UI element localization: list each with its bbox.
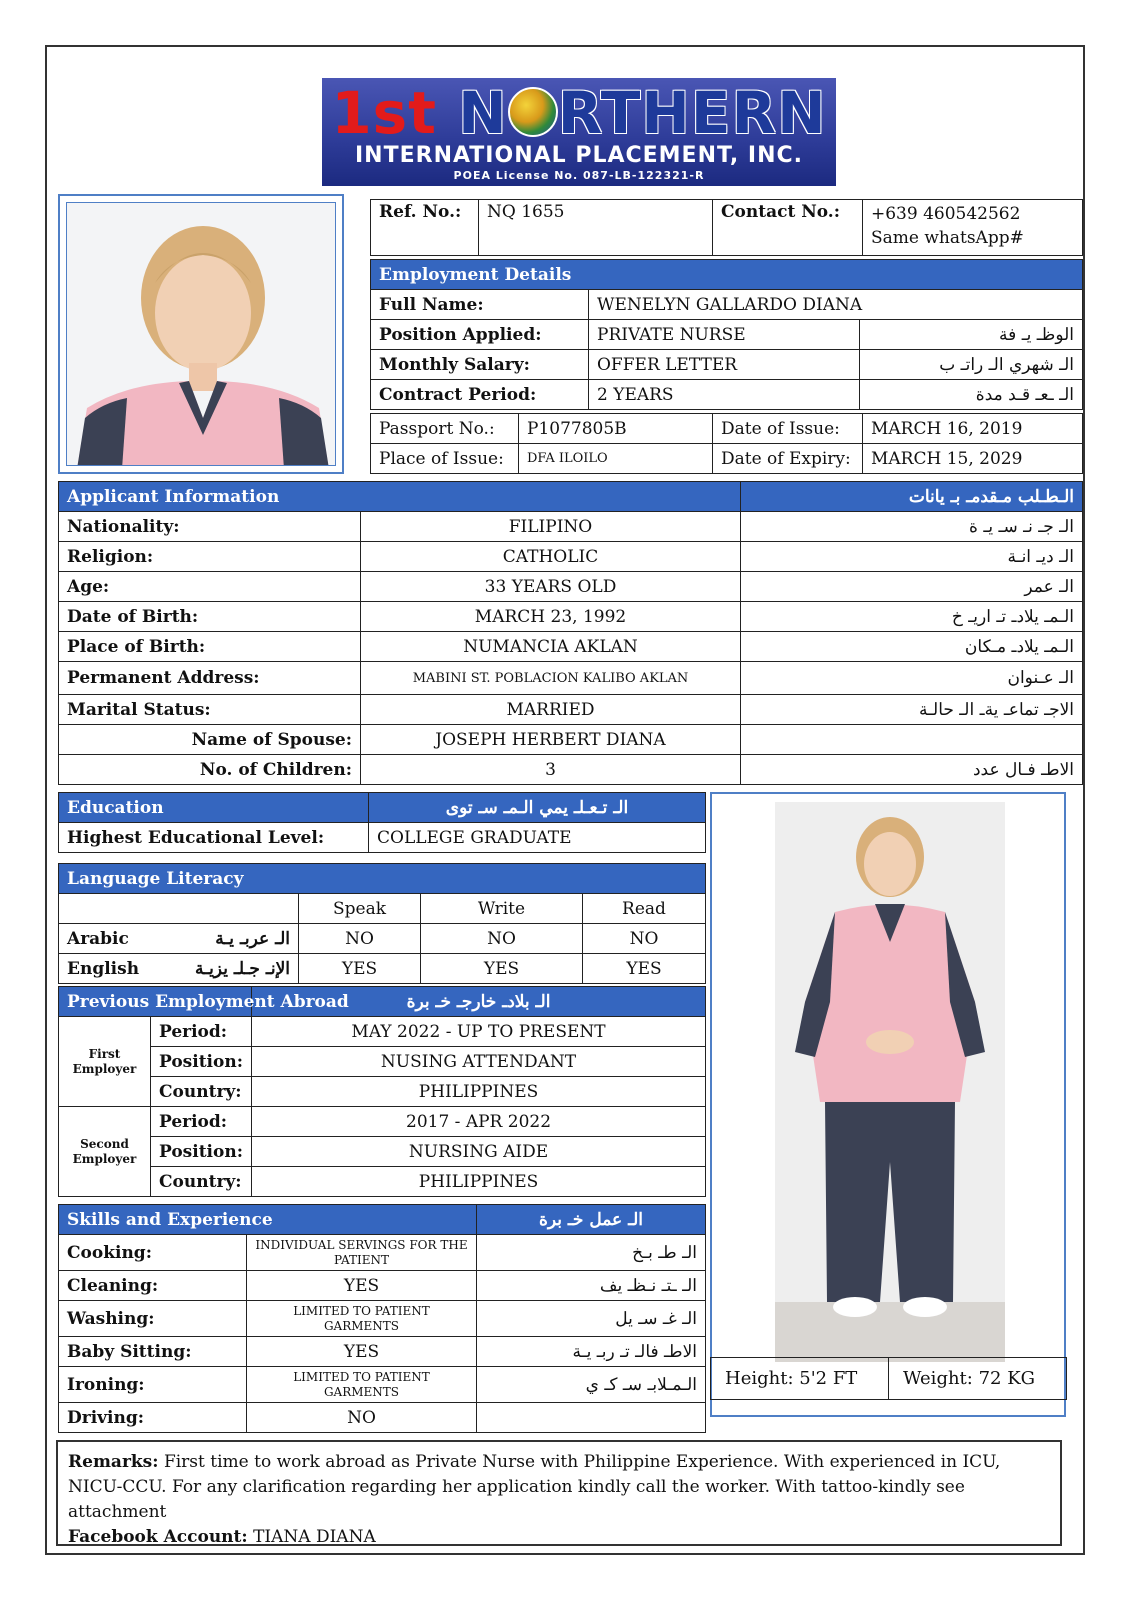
marital-arabic: الاجـ تماعـ يةـ الـ حالـة [741, 695, 1083, 725]
salary-label: Monthly Salary: [371, 350, 589, 380]
contact-label: Contact No.: [713, 200, 863, 256]
arabic-write: NO [421, 924, 583, 954]
pob-label: Place of Birth: [59, 632, 361, 662]
col-write: Write [421, 894, 583, 924]
company-logo [322, 78, 836, 186]
emp1-position: NUSING ATTENDANT [252, 1047, 706, 1077]
emp1-position-label: Position: [151, 1047, 252, 1077]
english-write: YES [421, 954, 583, 984]
babysitting-label: Baby Sitting: [59, 1337, 247, 1367]
cooking-arabic: الـ طـ بـخ [477, 1235, 706, 1271]
cooking-value: INDIVIDUAL SERVINGS FOR THE PATIENT [247, 1235, 477, 1271]
emp1-period: MAY 2022 - UP TO PRESENT [252, 1017, 706, 1047]
ref-label: Ref. No.: [371, 200, 479, 256]
pob-value: NUMANCIA AKLAN [361, 632, 741, 662]
arabic-read: NO [583, 924, 706, 954]
full-name-label: Full Name: [371, 290, 589, 320]
marital-label: Marital Status: [59, 695, 361, 725]
washing-label: Washing: [59, 1301, 247, 1337]
contract-label: Contract Period: [371, 380, 589, 410]
cleaning-label: Cleaning: [59, 1271, 247, 1301]
logo-rthern: RTHERN [557, 79, 827, 147]
logo-license: POEA License No. 087-LB-122321-R [453, 169, 705, 182]
emp2-position-label: Position: [151, 1137, 252, 1167]
expiry-value: MARCH 15, 2029 [863, 444, 1083, 474]
dob-arabic: الـمـ يلادـ تـ اريـ خ [741, 602, 1083, 632]
marital-value: MARRIED [361, 695, 741, 725]
remarks-box [56, 1440, 1062, 1546]
facebook-value: TIANA DIANA [253, 1527, 376, 1547]
children-arabic: الاطـ فـال عدد [741, 755, 1083, 785]
position-value: PRIVATE NURSE [589, 320, 860, 350]
arabic-lang-cell [59, 924, 299, 954]
nationality-value: FILIPINO [361, 512, 741, 542]
previous-header: Previous Employment Abroad [59, 987, 252, 1017]
dob-value: MARCH 23, 1992 [361, 602, 741, 632]
education-header: Education [59, 793, 369, 823]
spouse-arabic [741, 725, 1083, 755]
logo-wordmark [322, 79, 836, 147]
employment-table [370, 259, 1083, 410]
ref-value: NQ 1655 [479, 200, 713, 256]
applicant-table [58, 481, 1083, 785]
emp1-country: PHILIPPINES [252, 1077, 706, 1107]
spouse-label: Name of Spouse: [59, 725, 361, 755]
issue-date-label: Date of Issue: [713, 414, 863, 444]
position-arabic: الوظـ يـ فة [860, 320, 1083, 350]
washing-arabic: الـ غـ سـ يل [477, 1301, 706, 1337]
emp2-position: NURSING AIDE [252, 1137, 706, 1167]
language-header: Language Literacy [59, 864, 706, 894]
contract-arabic: الـ ـعـ قـد مدة [860, 380, 1083, 410]
arabic-label: Arabic [67, 928, 129, 949]
education-level-label: Highest Educational Level: [59, 823, 369, 853]
emp2-country-label: Country: [151, 1167, 252, 1197]
applicant-header: Applicant Information [59, 482, 741, 512]
logo-n: N [458, 79, 508, 147]
col-read: Read [583, 894, 706, 924]
age-label: Age: [59, 572, 361, 602]
salary-arabic: الـ شهري الـ راتـ ب [860, 350, 1083, 380]
facebook-label: Facebook Account: [68, 1527, 248, 1547]
position-label: Position Applied: [371, 320, 589, 350]
nationality-label: Nationality: [59, 512, 361, 542]
spouse-value: JOSEPH HERBERT DIANA [361, 725, 741, 755]
driving-value: NO [247, 1403, 477, 1433]
contact-cell [863, 200, 1083, 256]
address-label: Permanent Address: [59, 662, 361, 695]
children-value: 3 [361, 755, 741, 785]
english-lang-cell [59, 954, 299, 984]
address-arabic: الـ عـنوان [741, 662, 1083, 695]
salary-value: OFFER LETTER [589, 350, 860, 380]
emp1-country-label: Country: [151, 1077, 252, 1107]
education-header-arabic: الـ تـعـلـ يمي الـمـ سـ توى [369, 793, 706, 823]
nationality-arabic: الـ جـ نـ سـ يـ ة [741, 512, 1083, 542]
applicant-header-arabic: الـطـلب مـقدمـ بـ يانات [741, 482, 1083, 512]
babysitting-value: YES [247, 1337, 477, 1367]
english-read: YES [583, 954, 706, 984]
remarks-text: First time to work abroad as Private Nurse with Philippine Experience. With experienced in ICU, NICU-CCU. For any clarification regarding her application kindly call the worker. With tattoo-kindly see attachment [68, 1452, 1001, 1522]
employment-header: Employment Details [371, 260, 1083, 290]
driving-label: Driving: [59, 1403, 247, 1433]
emp2-period-label: Period: [151, 1107, 252, 1137]
full-body-photo [710, 792, 1066, 1417]
full-name-value: WENELYN GALLARDO DIANA [589, 290, 1083, 320]
language-table [58, 863, 706, 984]
religion-label: Religion: [59, 542, 361, 572]
full-body-figure [775, 802, 1005, 1362]
english-label: English [67, 958, 140, 979]
skills-table [58, 1204, 706, 1433]
weight-value: Weight: 72 KG [889, 1358, 1067, 1400]
cleaning-value: YES [247, 1271, 477, 1301]
ironing-label: Ironing: [59, 1367, 247, 1403]
cooking-label: Cooking: [59, 1235, 247, 1271]
place-issue-label: Place of Issue: [371, 444, 519, 474]
expiry-label: Date of Expiry: [713, 444, 863, 474]
place-issue-value: DFA ILOILO [519, 444, 713, 474]
pob-arabic: الـمـ يلادـ مـكان [741, 632, 1083, 662]
height-value: Height: 5'2 FT [711, 1358, 889, 1400]
cleaning-arabic: الـ ـتـ نـظـ يف [477, 1271, 706, 1301]
washing-value: LIMITED TO PATIENT GARMENTS [247, 1301, 477, 1337]
second-employer-label: Second Employer [59, 1107, 151, 1197]
age-arabic: الـ عمر [741, 572, 1083, 602]
emp2-period: 2017 - APR 2022 [252, 1107, 706, 1137]
emp1-period-label: Period: [151, 1017, 252, 1047]
dob-label: Date of Birth: [59, 602, 361, 632]
height-weight-table [710, 1357, 1067, 1400]
religion-value: CATHOLIC [361, 542, 741, 572]
english-label-ar: الإنـ جـلـ يزيـة [194, 958, 290, 979]
first-employer-label: First Employer [59, 1017, 151, 1107]
portrait-figure [67, 203, 336, 466]
globe-icon [508, 87, 558, 137]
passport-no-label: Passport No.: [371, 414, 519, 444]
english-speak: YES [299, 954, 421, 984]
driving-arabic [477, 1403, 706, 1433]
col-speak: Speak [299, 894, 421, 924]
ironing-value: LIMITED TO PATIENT GARMENTS [247, 1367, 477, 1403]
age-value: 33 YEARS OLD [361, 572, 741, 602]
contact-note: Same whatsApp# [871, 228, 1024, 248]
remarks-label: Remarks: [68, 1452, 159, 1472]
previous-header-arabic: الـ بلادـ خارجـ خـ برة [252, 987, 706, 1017]
logo-subtitle: INTERNATIONAL PLACEMENT, INC. [355, 143, 803, 168]
emp2-country: PHILIPPINES [252, 1167, 706, 1197]
education-level-value: COLLEGE GRADUATE [369, 823, 706, 853]
issue-date-value: MARCH 16, 2019 [863, 414, 1083, 444]
contract-value: 2 YEARS [589, 380, 860, 410]
logo-1st: 1st [331, 79, 437, 147]
portrait-photo [58, 194, 344, 474]
ref-contact-table [370, 199, 1083, 256]
skills-header-arabic: الـ عمل خـ برة [477, 1205, 706, 1235]
religion-arabic: الـ ديـ انـة [741, 542, 1083, 572]
babysitting-arabic: الاطـ فالـ تـ ربـ يـة [477, 1337, 706, 1367]
arabic-speak: NO [299, 924, 421, 954]
skills-header: Skills and Experience [59, 1205, 477, 1235]
arabic-label-ar: الـ عربـ يـة [215, 928, 290, 949]
address-value: MABINI ST. POBLACION KALIBO AKLAN [361, 662, 741, 695]
previous-employment-table [58, 986, 706, 1197]
education-table [58, 792, 706, 853]
passport-table [370, 413, 1083, 474]
passport-no-value: P1077805B [519, 414, 713, 444]
ironing-arabic: الـمـلابـ سـ كـ ي [477, 1367, 706, 1403]
contact-value: +639 460542562 [871, 204, 1021, 224]
children-label: No. of Children: [59, 755, 361, 785]
